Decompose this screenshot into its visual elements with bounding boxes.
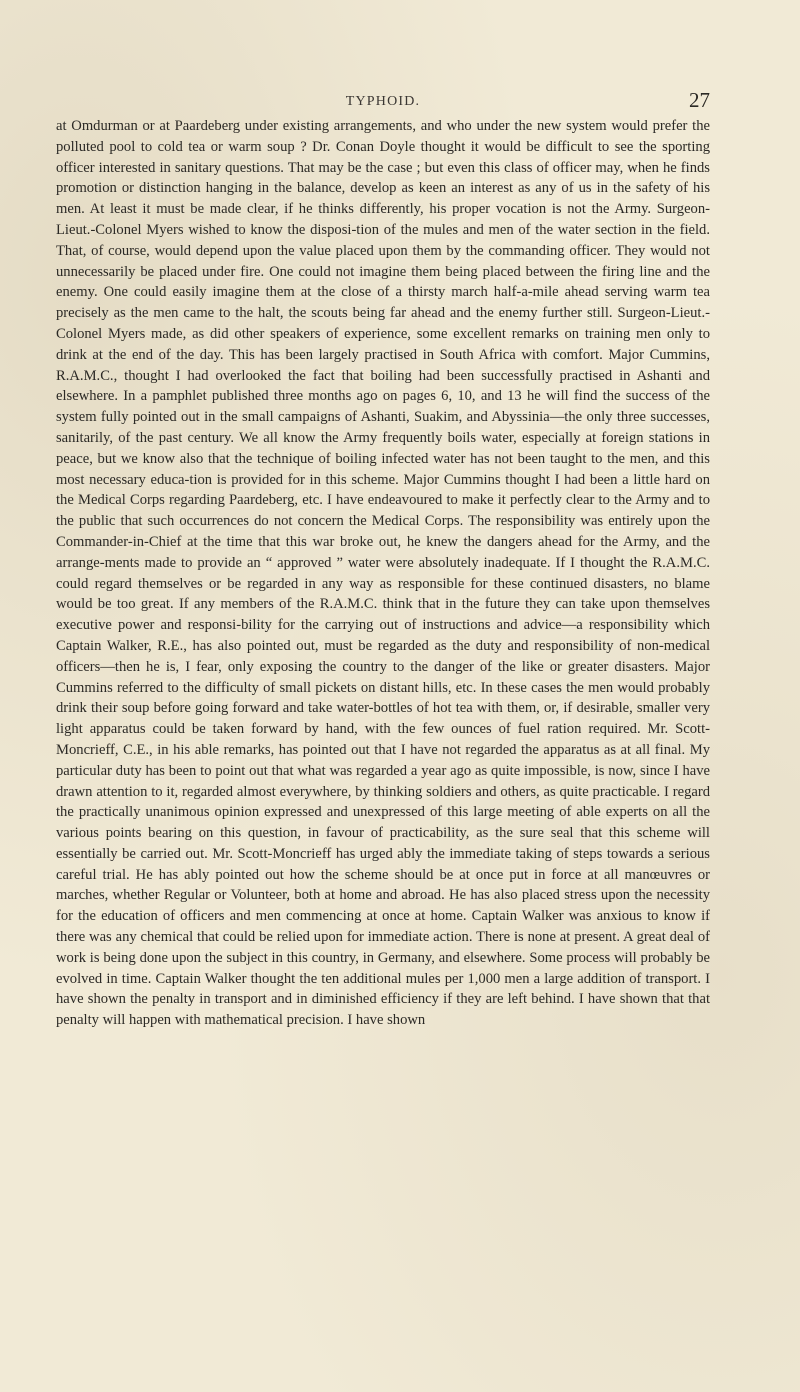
- paragraph: at Omdurman or at Paardeberg under existing arrangements, and who under the new system would prefer the polluted pool to cold tea or warm soup ? Dr. Conan Doyle thought it would be difficult to see the sporting officer interested in sanitary questions. That may be the case ; but even this class of officer may, when he finds promotion or distinction hanging in the balance, develop as keen an interest as any of us in the safety of his men. At least it must be made clear, if he thinks differently, his proper vocation is not the Army. Surgeon-Lieut.-Colonel Myers wished to know the disposi-tion of the mules and men of the water section in the field. That, of course, would depend upon the value placed upon them by the commanding officer. They would not unnecessarily be placed under fire. One could not imagine them being placed between the firing line and the enemy. One could easily imagine them at the close of a thirsty march half-a-mile ahead serving warm tea precisely as the men came to the halt, the scouts being far ahead and the enemy further still. Surgeon-Lieut.-Colonel Myers made, as did other speakers of experience, some excellent remarks on training men only to drink at the end of the day. This has been largely practised in South Africa with comfort. Major Cummins, R.A.M.C., thought I had overlooked the fact that boiling had been successfully practised in Ashanti and elsewhere. In a pamphlet published three months ago on pages 6, 10, and 13 he will find the success of the system fully pointed out in the small campaigns of Ashanti, Suakim, and Abyssinia—the only three successes, sanitarily, of the past century. We all know the Army frequently boils water, especially at foreign stations in peace, but we know also that the technique of boiling infected water has not been taught to the men, and this most necessary educa-tion is provided for in this scheme. Major Cummins thought I had been a little hard on the Medical Corps regarding Paardeberg, etc. I have endeavoured to make it perfectly clear to the Army and to the public that such occurrences do not concern the Medical Corps. The responsibility was entirely upon the Commander-in-Chief at the time that this war broke out, he knew the dangers ahead for the Army, and the arrange-ments made to provide an “ approved ” water were absolutely inadequate. If I thought the R.A.M.C. could regard themselves or be regarded in any way as responsible for these continued disasters, no blame would be too great. If any members of the R.A.M.C. think that in the future they can take upon themselves executive power and responsi-bility for the carrying out of instructions and advice—a responsibility which Captain Walker, R.E., has also pointed out, must be regarded as the duty and responsibility of non-medical officers—then he is, I fear, only exposing the country to the danger of the like or greater disasters. Major Cummins referred to the difficulty of small pickets on distant hills, etc. In these cases the men would probably drink their soup before going forward and take water-bottles of hot tea with them, or, if desirable, smaller very light apparatus could be taken forward by hand, with the few ounces of fuel ration required. Mr. Scott-Moncrieff, C.E., in his able remarks, has pointed out that I have not regarded the apparatus as at all final. My particular duty has been to point out that what was regarded a year ago as quite impossible, is now, since I have drawn attention to it, regarded almost everywhere, by thinking soldiers and others, as quite practicable. I regard the practically unanimous opinion expressed and unexpressed of this large meeting of able experts on all the various points bearing on this question, in favour of practicability, as the sure seal that this scheme will essentially be carried out. Mr. Scott-Moncrieff has urged ably the immediate taking of steps towards a serious careful trial. He has ably pointed out how the scheme should be at once put in force at all manœuvres or marches, whether Regular or Volunteer, both at home and abroad. He has also placed stress upon the necessity for the education of officers and men commencing at once at home. Captain Walker was anxious to know if there was any chemical that could be relied upon for immediate action. There is none at present. A great deal of work is being done upon the subject in this country, in Germany, and elsewhere. Some process will probably be evolved in time. Captain Walker thought the ten additional mules per 1,000 men a large addition of transport. I have shown the penalty in transport and in diminished efficiency if they are left behind. I have shown that that penalty will happen with mathematical precision. I have shown: [56, 118, 710, 1029]
- running-title: TYPHOID.: [345, 94, 421, 109]
- page-header: [56, 88, 710, 110]
- body-text: [56, 116, 710, 1031]
- page-number: 27: [689, 88, 710, 112]
